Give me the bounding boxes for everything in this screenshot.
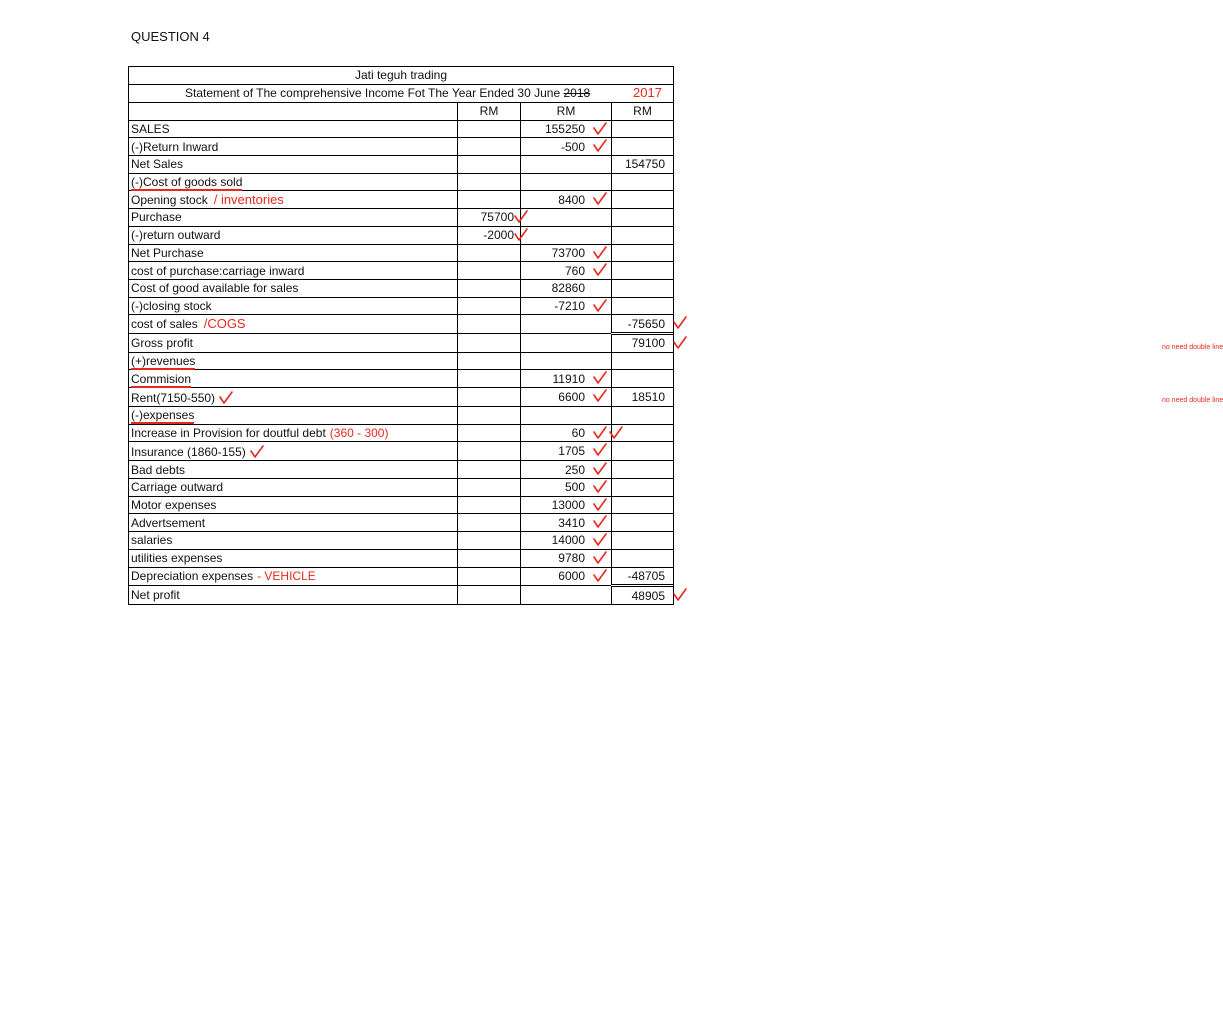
amount-cell-c3 [521, 407, 612, 425]
amount-cell-c3 [521, 479, 612, 497]
amount-cell-c3 [521, 549, 612, 567]
table-row [129, 496, 673, 514]
amount-cell-c3 [521, 532, 612, 550]
row-label-cell [129, 388, 458, 407]
amount-cell-c3 [521, 209, 612, 227]
amount-cell-c2 [458, 532, 521, 550]
amount-cell-c3 [521, 138, 612, 156]
amount-value: 1705 [558, 444, 585, 459]
row-label-cell [129, 279, 458, 297]
amount-cell-c3 [521, 567, 612, 586]
tick-mark-icon [593, 122, 607, 136]
row-label-cell [129, 567, 458, 586]
amount-cell-c3 [521, 173, 612, 191]
tick-mark-icon [673, 588, 687, 602]
amount-cell-c4 [612, 407, 674, 425]
row-label: cost of sales [131, 317, 198, 332]
amount-cell-c4 [612, 549, 674, 567]
amount-cell-c4 [612, 209, 674, 227]
amount-value: 250 [564, 462, 585, 477]
marker-note: no need double line [1162, 397, 1223, 404]
table-row [129, 262, 673, 280]
table-row [129, 138, 673, 156]
income-statement-sheet [128, 66, 1223, 605]
row-label-cell [129, 532, 458, 550]
amount-cell-c2 [458, 567, 521, 586]
row-label-cell [129, 479, 458, 497]
amount-cell-c4 [612, 173, 674, 191]
amount-cell-c4 [612, 496, 674, 514]
tick-mark-icon [593, 515, 607, 529]
statement-title [129, 85, 673, 103]
amount-cell-c2 [458, 424, 521, 442]
table-row [129, 209, 673, 227]
amount-cell-c2 [458, 191, 521, 209]
amount-cell-c2 [458, 297, 521, 315]
tick-mark-icon [593, 139, 607, 153]
row-label-cell [129, 514, 458, 532]
table-row [129, 279, 673, 297]
amount-cell-c2 [458, 173, 521, 191]
amount-value: -7210 [554, 298, 585, 313]
tick-mark-icon [218, 391, 234, 405]
table-row [129, 120, 673, 138]
amount-value: 3410 [558, 515, 585, 530]
amount-cell-c4 [612, 586, 674, 604]
row-label: Advertsement [131, 515, 206, 530]
row-label: (-)Return Inward [131, 139, 219, 154]
amount-cell-c4 [612, 532, 674, 550]
column-header [129, 103, 458, 120]
amount-value: 154750 [624, 157, 665, 172]
column-header-row [129, 103, 673, 120]
tick-mark-icon [593, 480, 607, 494]
amount-cell-c4 [612, 138, 674, 156]
row-label: Commision [131, 371, 192, 386]
row-label-cell [129, 315, 458, 334]
row-label-cell [129, 244, 458, 262]
row-label-cell [129, 352, 458, 370]
amount-cell-c4 [612, 333, 1223, 352]
amount-cell-c4 [612, 442, 674, 461]
amount-cell-c4 [612, 479, 674, 497]
amount-cell-c3 [521, 514, 612, 532]
amount-cell-c3 [521, 424, 612, 442]
statement-prefix: Statement of The comprehensive Income Fot The Year Ended 30 June [185, 86, 561, 100]
tick-mark-icon [593, 371, 607, 385]
row-label: Increase in Provision for doutful debt [131, 426, 326, 441]
table-row [129, 333, 673, 352]
row-label: Bad debts [131, 462, 186, 477]
tick-mark-icon [593, 426, 607, 440]
table-row [129, 156, 673, 174]
row-label-cell [129, 461, 458, 479]
row-label-cell [129, 173, 458, 191]
table-row [129, 514, 673, 532]
amount-cell-c3 [521, 244, 612, 262]
tick-mark-icon [673, 316, 687, 330]
handwritten-annotation: - VEHICLE [257, 569, 316, 584]
amount-value: 18510 [631, 390, 665, 404]
amount-cell-c4 [612, 461, 674, 479]
table-row [129, 173, 673, 191]
row-label-cell [129, 442, 458, 461]
row-label: SALES [131, 122, 170, 137]
amount-cell-c3 [521, 370, 612, 388]
amount-cell-c2 [458, 352, 521, 370]
amount-value: 11910 [552, 371, 585, 386]
tick-mark-icon [593, 389, 607, 403]
table-row [129, 586, 673, 604]
tick-mark-icon [593, 263, 607, 277]
table-row [129, 315, 673, 334]
table-row [129, 479, 673, 497]
amount-cell-c2 [458, 514, 521, 532]
amount-cell-c3 [521, 333, 612, 352]
row-label-cell [129, 138, 458, 156]
row-label-cell [129, 262, 458, 280]
amount-cell-c4 [612, 244, 674, 262]
row-label-cell [129, 496, 458, 514]
table-row [129, 424, 673, 442]
row-label-cell [129, 209, 458, 227]
question-heading: QUESTION 4 [131, 29, 210, 44]
amount-value: -75650 [627, 316, 665, 331]
table-row [129, 549, 673, 567]
marker-note: no need double line [1162, 343, 1223, 351]
amount-cell-c3 [521, 226, 612, 244]
amount-value: -48705 [627, 568, 665, 583]
row-label: salaries [131, 533, 173, 548]
amount-value: 6600 [558, 390, 585, 404]
amount-cell-c3 [521, 279, 612, 297]
tick-mark-icon [593, 462, 607, 476]
amount-cell-c4 [612, 297, 674, 315]
row-label: Cost of good available for sales [131, 281, 299, 296]
amount-cell-c3 [521, 496, 612, 514]
table-row [129, 567, 673, 586]
row-label-cell [129, 297, 458, 315]
amount-cell-c3 [521, 586, 612, 604]
row-label-cell [129, 120, 458, 138]
amount-cell-c3 [521, 442, 612, 461]
amount-value: 75700 [480, 210, 514, 225]
row-label: Carriage outward [131, 480, 224, 495]
row-label: Insurance (1860-155) [131, 445, 246, 460]
row-label-cell [129, 191, 458, 209]
amount-cell-c2 [458, 442, 521, 461]
row-label: Gross profit [131, 335, 194, 350]
row-label: Rent(7150-550) [131, 391, 216, 405]
tick-mark-icon [593, 443, 607, 457]
table-row [129, 297, 673, 315]
handwritten-annotation: / inventories [213, 191, 284, 207]
amount-cell-c2 [458, 479, 521, 497]
amount-value: 14000 [551, 533, 585, 548]
amount-cell-c3 [521, 262, 612, 280]
handwritten-annotation: (360 - 300) [329, 426, 389, 441]
amount-cell-c3 [521, 156, 612, 174]
amount-cell-c4 [612, 262, 674, 280]
table-row [129, 407, 673, 425]
amount-cell-c4 [612, 514, 674, 532]
amount-value: -2000 [483, 228, 514, 243]
row-label: (-)return outward [131, 228, 221, 243]
amount-cell-c2 [458, 138, 521, 156]
struck-year: 2018 [563, 86, 591, 100]
row-label-cell [129, 549, 458, 567]
amount-cell-c3 [521, 297, 612, 315]
row-label: Net Sales [131, 157, 184, 172]
amount-cell-c2 [458, 156, 521, 174]
table-row [129, 532, 673, 550]
amount-value: 9780 [558, 551, 585, 566]
amount-cell-c4 [612, 567, 674, 586]
column-header: RM [633, 104, 652, 119]
amount-cell-c3 [521, 191, 612, 209]
tick-mark-icon [593, 551, 607, 565]
table-row [129, 442, 673, 461]
table-row [129, 370, 673, 388]
amount-value: 8400 [558, 192, 585, 207]
table-row [129, 226, 673, 244]
row-label: Purchase [131, 210, 182, 225]
amount-cell-c2 [458, 461, 521, 479]
amount-value: 13000 [551, 498, 585, 513]
amount-cell-c2 [458, 120, 521, 138]
amount-cell-c4 [612, 226, 674, 244]
tick-mark-icon [593, 533, 607, 547]
tick-mark-icon [593, 299, 607, 313]
amount-cell-c2 [458, 262, 521, 280]
table-row [129, 191, 673, 209]
amount-cell-c3 [521, 315, 612, 334]
row-label-cell [129, 333, 458, 352]
amount-cell-c2 [458, 407, 521, 425]
amount-cell-c4 [612, 191, 674, 209]
amount-cell-c4 [612, 120, 674, 138]
amount-value: 760 [564, 263, 585, 278]
amount-value: 6000 [558, 569, 585, 584]
row-label-cell [129, 586, 458, 604]
row-label: utilities expenses [131, 551, 223, 566]
amount-cell-c2 [458, 586, 521, 604]
row-label: Net profit [131, 588, 180, 603]
amount-value: 79100 [631, 336, 665, 351]
tick-mark-icon [249, 445, 265, 459]
amount-cell-c2 [458, 549, 521, 567]
amount-cell-c3 [521, 352, 612, 370]
column-header: RM [458, 103, 521, 120]
row-label-cell [129, 156, 458, 174]
row-label-cell [129, 407, 458, 425]
row-label: (+)revenues [131, 353, 196, 368]
row-label: (-)Cost of goods sold [131, 175, 243, 190]
table-row [129, 244, 673, 262]
amount-cell-c4 [612, 424, 674, 442]
amount-cell-c2 [458, 315, 521, 334]
amount-value: 60 [571, 426, 585, 441]
amount-cell-c2 [458, 333, 521, 352]
row-label-cell [129, 226, 458, 244]
amount-value: 73700 [551, 245, 585, 260]
amount-cell-c4 [612, 370, 674, 388]
company-name: Jati teguh trading [129, 67, 673, 85]
amount-cell-c4 [612, 352, 674, 370]
amount-cell-c4 [612, 315, 674, 334]
amount-cell-c2 [458, 279, 521, 297]
row-label: Motor expenses [131, 498, 217, 513]
row-label: cost of purchase:carriage inward [131, 263, 305, 278]
row-label: Opening stock [131, 192, 208, 207]
row-label: Net Purchase [131, 245, 204, 260]
statement-table [129, 103, 1223, 604]
corrected-year: 2017 [633, 85, 662, 100]
column-header: RM [521, 103, 612, 120]
tick-mark-icon [593, 246, 607, 260]
amount-cell-c3 [521, 461, 612, 479]
tick-mark-icon [673, 336, 687, 350]
row-label: (-)closing stock [131, 298, 212, 313]
amount-cell-c2 [458, 388, 521, 407]
table-row [129, 352, 673, 370]
row-label-cell [129, 370, 458, 388]
amount-cell-c3 [521, 120, 612, 138]
amount-cell-c2 [458, 209, 521, 227]
amount-cell-c2 [458, 370, 521, 388]
tick-mark-icon [593, 498, 607, 512]
table-row [129, 388, 673, 407]
table-row [129, 461, 673, 479]
amount-cell-c2 [458, 496, 521, 514]
amount-value: 155250 [544, 122, 585, 137]
row-label: (-)expenses [131, 408, 195, 423]
amount-cell-c4 [612, 156, 674, 174]
handwritten-annotation: /COGS [203, 316, 246, 332]
row-label: Depreciation expenses [131, 569, 254, 584]
amount-value: -500 [560, 139, 585, 154]
tick-mark-icon [593, 192, 607, 206]
amount-value: 82860 [551, 281, 585, 296]
amount-value: 500 [564, 480, 585, 495]
row-label-cell [129, 424, 458, 442]
amount-cell-c2 [458, 226, 521, 244]
amount-value: 48905 [631, 588, 665, 603]
tick-mark-icon [593, 569, 607, 583]
amount-cell-c3 [521, 388, 612, 407]
amount-cell-c4 [612, 279, 674, 297]
amount-cell-c2 [458, 244, 521, 262]
amount-cell-c4 [612, 388, 1223, 407]
